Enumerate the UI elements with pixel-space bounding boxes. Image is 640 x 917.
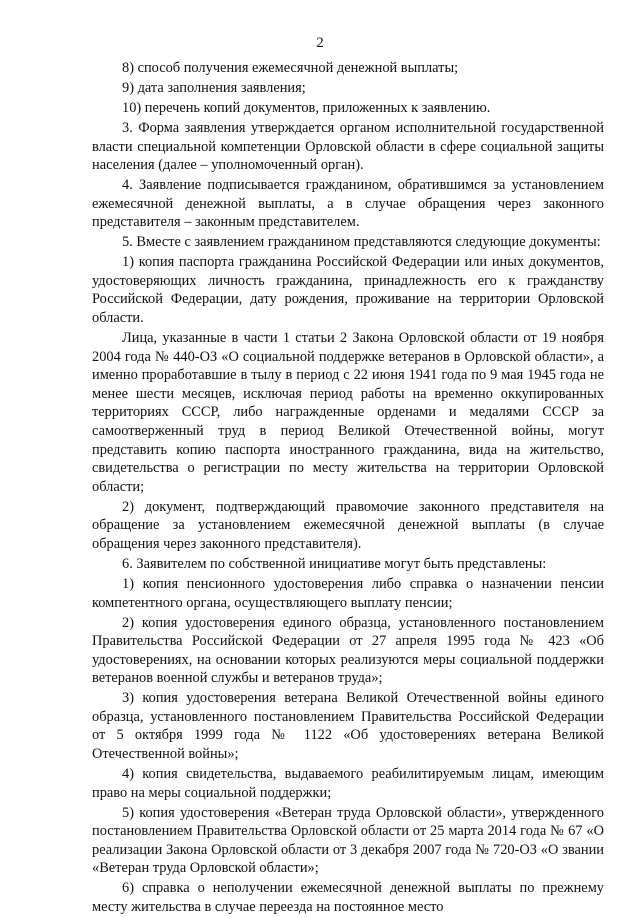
list-item: 1) копия паспорта гражданина Российской Федерации или иных документов, удостоверяющих личность гражданина, принадлежность его к гражданству Российской Федерации, дату рождения, проживание на территории Орловской области. bbox=[92, 254, 604, 327]
list-item: 8) способ получения ежемесячной денежной выплаты; bbox=[122, 60, 459, 76]
list-item: 5) копия удостоверения «Ветеран труда Орловской области», утвержденного постановлением Правительства Орловской области от 25 марта 2014 года № 67 «О реализации Закона Орловской области от 3 декабря 2007 года № 720-ОЗ «О звании «Ветеран труда Орловской области»; bbox=[92, 804, 604, 877]
list-item: 4) копия свидетельства, выдаваемого реабилитируемым лицам, имеющим право на меры социальной поддержки; bbox=[92, 766, 604, 801]
list-item: 6) справка о неполучении ежемесячной денежной выплаты по прежнему месту жительства в случае переезда на постоянное место bbox=[92, 880, 604, 915]
list-item: 2) копия удостоверения единого образца, установленного постановлением Правительства Российской Федерации от 27 апреля 1995 года № 423 «Об удостоверениях, на основании которых реализуются меры социальной поддержки ветеранов военной службы и ветеранов труда»; bbox=[92, 614, 604, 687]
document-body bbox=[92, 59, 604, 917]
page-number: 2 bbox=[316, 35, 324, 51]
list-item: 1) копия пенсионного удостоверения либо справка о назначении пенсии компетентного органа, осуществляющего выплату пенсии; bbox=[92, 575, 604, 611]
paragraph-6: 6. Заявителем по собственной инициативе могут быть представлены: bbox=[122, 555, 547, 572]
paragraph-5: 5. Вместе с заявлением гражданином представляются следующие документы: bbox=[122, 234, 601, 251]
paragraph-4: 4. Заявление подписывается гражданином, обратившимся за установлением ежемесячной денежной выплаты, а в случае обращения через законного представителя – законным представителем. bbox=[92, 177, 604, 231]
paragraph: Лица, указанные в части 1 статьи 2 Закона Орловской области от 19 ноября 2004 года № 440-ОЗ «О социальной поддержке ветеранов в Орловской области», а именно проработавшие в тылу в период с 22 июня 1941 года по 9 мая 1945 года не менее шести месяцев, исключая период работы на временно оккупированных территориях СССР, либо награжденные орденами и медалями СССР за самоотверженный труд в период Великой Отечественной войны, могут представить копию паспорта иностранного гражданина, вида на жительство, свидетельства о регистрации по месту жительства на территории Орловской области; bbox=[92, 330, 604, 495]
list-item: 2) документ, подтверждающий правомочие законного представителя на обращение за установлением ежемесячной денежной выплаты (в случае обращения через законного представителя). bbox=[92, 498, 604, 552]
list-item: 9) дата заполнения заявления; bbox=[122, 79, 306, 96]
list-item: 3) копия удостоверения ветерана Великой Отечественной войны единого образца, установленного постановлением Правительства Российской Федерации от 5 октября 1999 года № 1122 «Об удостоверениях ветерана Великой Отечественной войны»; bbox=[92, 690, 604, 763]
list-item: 10) перечень копий документов, приложенных к заявлению. bbox=[122, 99, 491, 116]
paragraph-3: 3. Форма заявления утверждается органом исполнительной государственной власти специальной компетенции Орловской области в сфере социальной защиты населения (далее – уполномоченный орган). bbox=[92, 119, 604, 174]
